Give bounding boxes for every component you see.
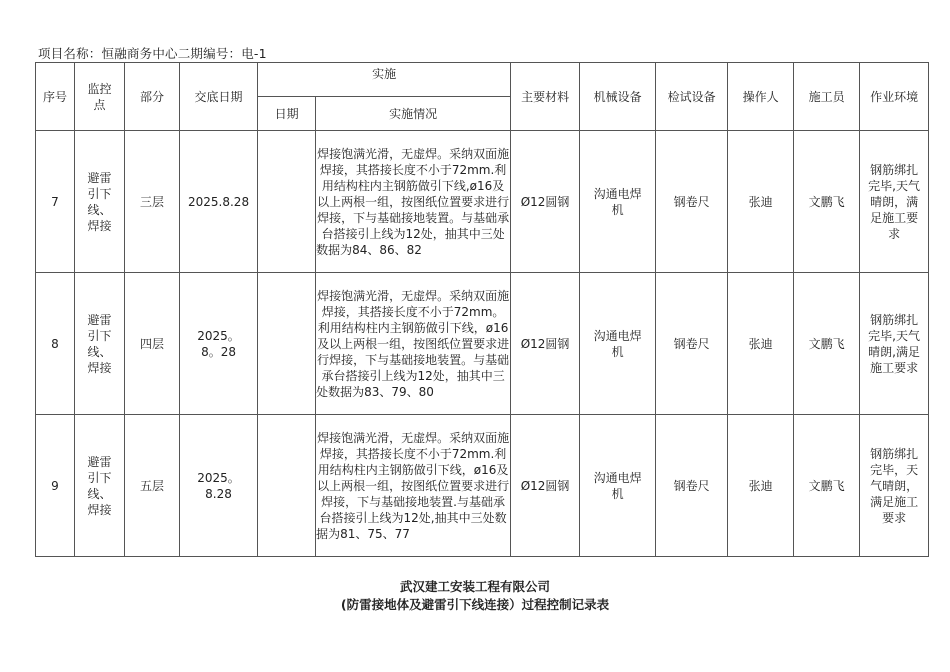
company-name: 武汉建工安装工程有限公司 bbox=[399, 579, 550, 594]
row-date bbox=[258, 273, 316, 415]
row-material: Ø12圆钢 bbox=[511, 273, 580, 415]
project-code: 电-1 bbox=[241, 46, 267, 61]
row-date bbox=[258, 415, 316, 557]
row-monitor-point: 避雷引下线、焊接 bbox=[75, 273, 125, 415]
header-situation: 实施情况 bbox=[316, 97, 511, 131]
row-machinery: 沟通电焊机 bbox=[580, 131, 656, 273]
header-date: 日期 bbox=[258, 97, 316, 131]
row-situation: 焊接饱满光滑，无虚焊。采纳双面施焊接，其搭接长度不小于72mm.利用结构柱内主钢筋做引下线，ø16及以上两根一组，按图纸位置要求进行焊接，下与基础接地装置.与基础承台搭接引上线为12处,抽其中三处数据为81、75、77 bbox=[316, 415, 511, 557]
project-line bbox=[38, 44, 267, 62]
row-seq: 7 bbox=[36, 131, 75, 273]
project-label: 项目名称： bbox=[38, 46, 102, 61]
header-row bbox=[36, 63, 929, 97]
header-seq: 序号 bbox=[36, 63, 75, 131]
row-test-equipment: 钢卷尺 bbox=[656, 273, 728, 415]
row-handover-date: 2025。8。28 bbox=[180, 273, 258, 415]
row-monitor-point: 避雷引下线、焊接 bbox=[75, 415, 125, 557]
row-constructor: 文鹏飞 bbox=[794, 273, 860, 415]
table-row bbox=[36, 415, 929, 557]
project-name: 恒融商务中心二期 bbox=[101, 46, 204, 61]
row-part: 五层 bbox=[125, 415, 180, 557]
header-operator: 操作人 bbox=[728, 63, 794, 131]
row-operator: 张迪 bbox=[728, 415, 794, 557]
row-environment: 钢筋绑扎完毕,天气晴朗，满足施工要求 bbox=[860, 131, 929, 273]
project-code-label: 编号： bbox=[203, 46, 242, 61]
row-material: Ø12圆钢 bbox=[511, 131, 580, 273]
row-part: 三层 bbox=[125, 131, 180, 273]
row-operator: 张迪 bbox=[728, 131, 794, 273]
header-part: 部分 bbox=[125, 63, 180, 131]
row-situation: 焊接饱满光滑，无虚焊。采纳双面施焊接，其搭接长度不小于72mm。利用结构柱内主钢筋做引下线，ø16及以上两根一组，按图纸位置要求进行焊接，下与基础接地装置。与基础承台搭接引上线为12处，抽其中三处数据为83、79、80 bbox=[316, 273, 511, 415]
row-seq: 8 bbox=[36, 273, 75, 415]
row-handover-date: 2025。8.28 bbox=[180, 415, 258, 557]
header-test-equipment: 检试设备 bbox=[656, 63, 728, 131]
row-test-equipment: 钢卷尺 bbox=[656, 131, 728, 273]
row-environment: 钢筋绑扎完毕，天气晴朗，满足施工要求 bbox=[860, 415, 929, 557]
row-constructor: 文鹏飞 bbox=[794, 415, 860, 557]
row-test-equipment: 钢卷尺 bbox=[656, 415, 728, 557]
row-material: Ø12圆钢 bbox=[511, 415, 580, 557]
row-constructor: 文鹏飞 bbox=[794, 131, 860, 273]
row-situation: 焊接饱满光滑，无虚焊。采纳双面施焊接，其搭接长度不小于72mm.利用结构柱内主钢筋做引下线,ø16及以上两根一组，按图纸位置要求进行焊接，下与基础接地装置。与基础承台搭接引上线为12处，抽其中三处数据为84、86、82 bbox=[316, 131, 511, 273]
form-title: (防雷接地体及避雷引下线连接）过程控制记录表 bbox=[340, 597, 610, 612]
row-seq: 9 bbox=[36, 415, 75, 557]
row-operator: 张迪 bbox=[728, 273, 794, 415]
table-row bbox=[36, 273, 929, 415]
header-environment: 作业环境 bbox=[860, 63, 929, 131]
row-machinery: 沟通电焊机 bbox=[580, 415, 656, 557]
header-constructor: 施工员 bbox=[794, 63, 860, 131]
table-row bbox=[36, 131, 929, 273]
row-handover-date: 2025.8.28 bbox=[180, 131, 258, 273]
header-implementation: 实施 bbox=[258, 63, 511, 97]
row-machinery: 沟通电焊机 bbox=[580, 273, 656, 415]
header-handover-date: 交底日期 bbox=[180, 63, 258, 131]
process-control-table bbox=[35, 62, 929, 557]
header-material: 主要材料 bbox=[511, 63, 580, 131]
row-monitor-point: 避雷引下线、焊接 bbox=[75, 131, 125, 273]
row-part: 四层 bbox=[125, 273, 180, 415]
row-date bbox=[258, 131, 316, 273]
header-machinery: 机械设备 bbox=[580, 63, 656, 131]
row-environment: 钢筋绑扎完毕,天气晴朗,满足施工要求 bbox=[860, 273, 929, 415]
header-monitor-point: 监控点 bbox=[75, 63, 125, 131]
